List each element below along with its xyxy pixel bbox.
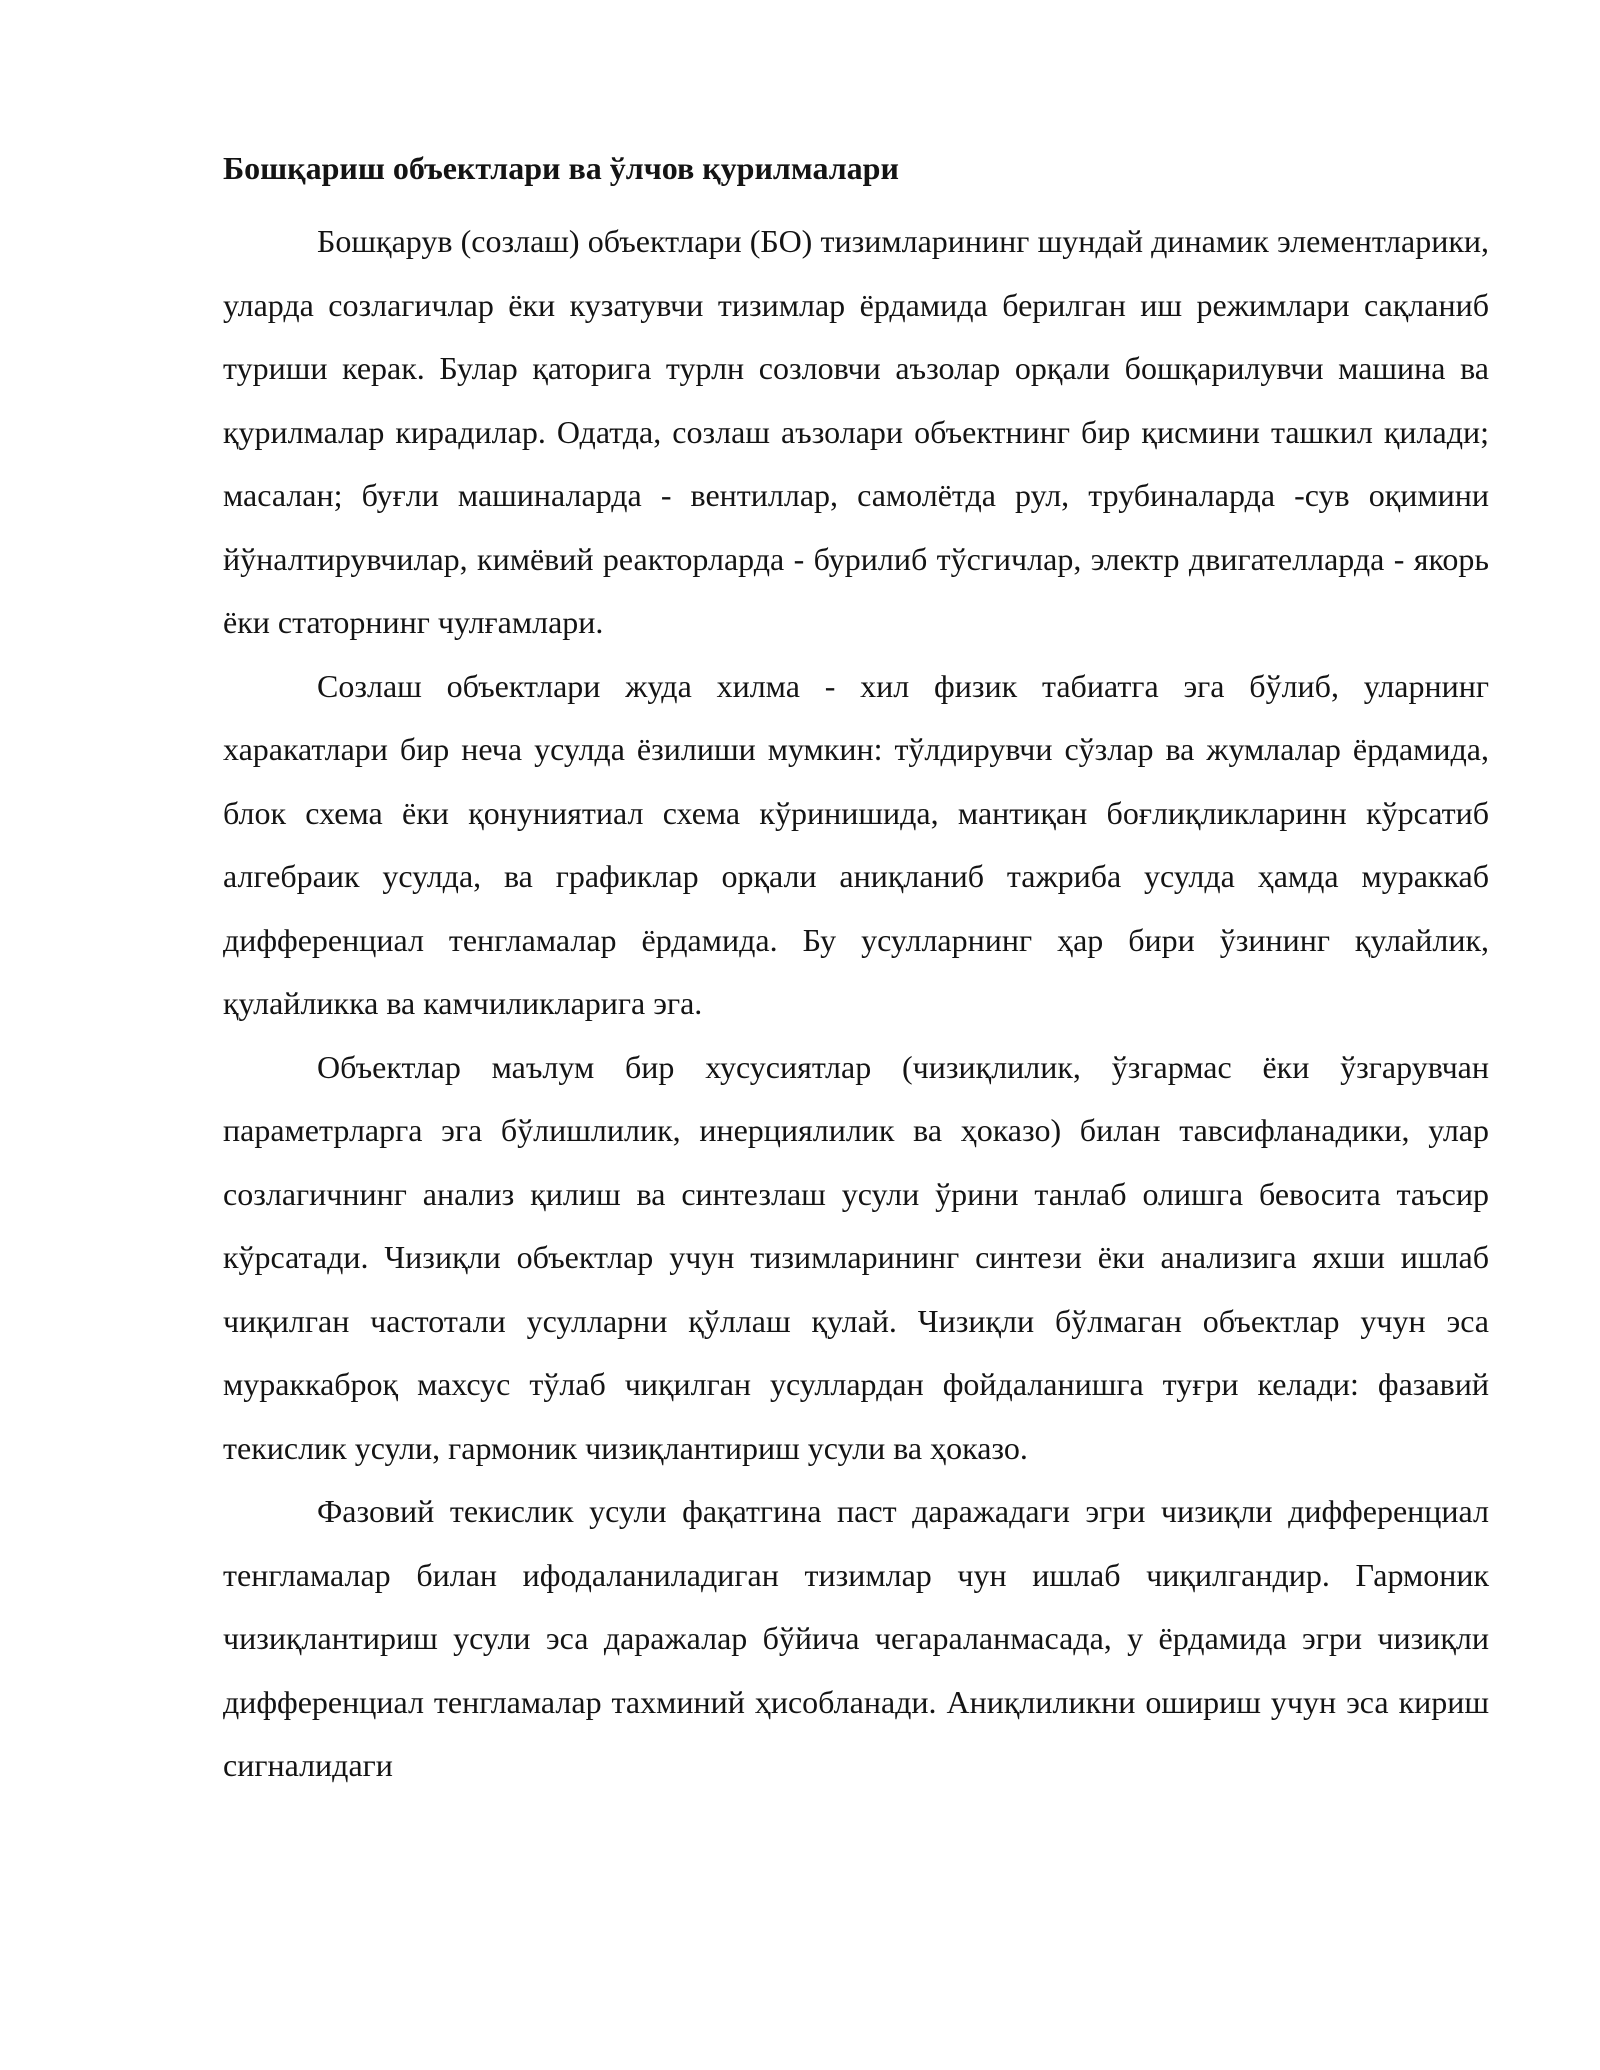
paragraph-2: Созлаш объектлари жуда хилма - хил физик табиатга эга бўлиб, уларнинг харакатлари бир неча усулда ёзилиши мумкин: тўлдирувчи сўзлар ва жумлалар ёрдамида, блок схема ёки қонуниятиал схема кўринишида, мантиқан боғлиқликларинн кўрсатиб алгебраик усулда, ва графиклар орқали аниқланиб тажриба усулда ҳамда мураккаб дифференциал тенгламалар ёрдамида. Бу усулларнинг ҳар бири ўзининг қулайлик, қулайликка ва камчиликларига эга.: [223, 667, 1489, 1021]
document-page: [223, 148, 1489, 1798]
paragraph-3: Объектлар маълум бир хусусиятлар (чизиқлилик, ўзгармас ёки ўзгарувчан параметрларга эга бўлишлилик, инерциялилик ва ҳоказо) билан тавсифланадики, улар созлагичнинг анализ қилиш ва синтезлаш усули ўрини танлаб олишга бевосита таъсир кўрсатади. Чизиқли объектлар учун тизимларининг синтези ёки анализига яхши ишлаб чиқилган частотали усулларни қўллаш қулай. Чизиқли бўлмаган объектлар учун эса мураккаброқ махсус тўлаб чиқилган усуллардан фойдаланишга туғри келади: фазавий текислик усули, гармоник чизиқлантириш усули ва ҳоказо.: [223, 1048, 1489, 1466]
paragraph-4: Фазовий текислик усули фақатгина паст даражадаги эгри чизиқли дифференциал тенгламалар билан ифодаланиладиган тизимлар чун ишлаб чиқилгандир. Гармоник чизиқлантириш усули эса даражалар бўйича чегараланмасада, у ёрдамида эгри чизиқли дифференциал тенгламалар тахминий ҳисобланади. Аниқлиликни ошириш учун эса кириш сигналидаги: [223, 1493, 1489, 1783]
paragraph-1: Бошқарув (созлаш) объектлари (БО) тизимларининг шундай динамик элементларики, уларда созлагичлар ёки кузатувчи тизимлар ёрдамида берилган иш режимлари сақланиб туриши керак. Булар қаторига турлн созловчи аъзолар орқали бошқарилувчи машина ва қурилмалар кирадилар. Одатда, созлаш аъзолари объектнинг бир қисмини ташкил қилади; масалан; буғли машиналарда - вентиллар, самолётда рул, трубиналарда -сув оқимини йўналтирувчилар, кимёвий реакторларда - бурилиб тўсгичлар, электр двигателларда - якорь ёки статорнинг чулғамлари.: [223, 223, 1489, 640]
page-title: Бошқариш объектлари ва ўлчов қурилмалари: [223, 150, 899, 186]
